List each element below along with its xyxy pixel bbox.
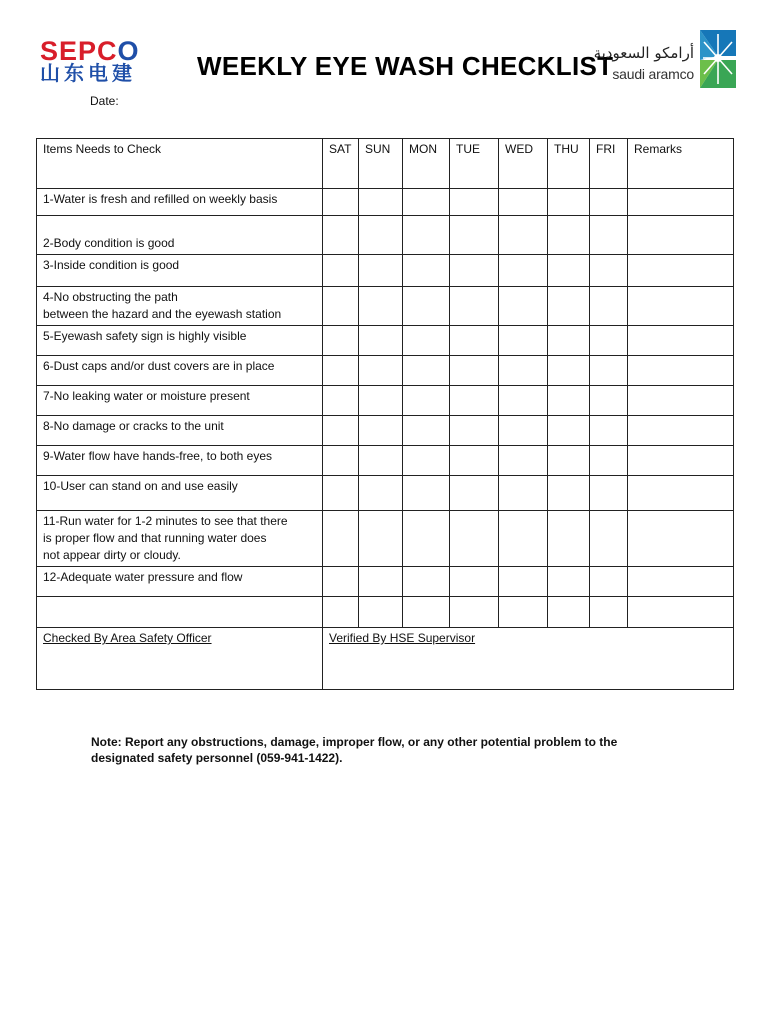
remarks-cell[interactable]	[628, 216, 734, 255]
check-cell[interactable]	[323, 386, 359, 416]
item-text-line: 1-Water is fresh and refilled on weekly basis	[43, 192, 278, 206]
sepco-logo-text: SEPCO	[40, 36, 140, 66]
check-cell[interactable]	[323, 189, 359, 216]
column-header: THU	[548, 139, 590, 189]
check-cell[interactable]	[450, 287, 499, 326]
check-cell[interactable]	[590, 476, 628, 511]
table-row	[37, 255, 734, 287]
check-cell[interactable]	[359, 416, 403, 446]
check-cell[interactable]	[548, 446, 590, 476]
item-cell	[37, 189, 323, 216]
item-cell	[37, 216, 323, 255]
check-cell[interactable]	[499, 476, 548, 511]
table-row	[37, 189, 734, 216]
check-cell[interactable]	[359, 597, 403, 628]
check-cell[interactable]	[403, 386, 450, 416]
check-cell[interactable]	[403, 476, 450, 511]
item-text-line: 6-Dust caps and/or dust covers are in place	[43, 359, 275, 373]
check-cell[interactable]	[403, 446, 450, 476]
check-cell[interactable]	[403, 287, 450, 326]
check-cell[interactable]	[359, 446, 403, 476]
remarks-cell[interactable]	[628, 386, 734, 416]
check-cell[interactable]	[359, 511, 403, 567]
item-cell	[37, 255, 323, 287]
item-text-line: 3-Inside condition is good	[43, 258, 180, 272]
item-cell	[37, 326, 323, 356]
check-cell[interactable]	[359, 567, 403, 597]
check-cell[interactable]	[450, 511, 499, 567]
check-cell[interactable]	[359, 255, 403, 287]
check-cell[interactable]	[548, 255, 590, 287]
check-cell[interactable]	[323, 511, 359, 567]
check-cell[interactable]	[590, 446, 628, 476]
column-header: WED	[499, 139, 548, 189]
aramco-logo-english: saudi aramco	[612, 66, 694, 82]
checked-by-label: Checked By Area Safety Officer	[43, 631, 212, 645]
remarks-cell[interactable]	[628, 255, 734, 287]
check-cell[interactable]	[499, 416, 548, 446]
check-cell[interactable]	[590, 326, 628, 356]
check-cell[interactable]	[548, 189, 590, 216]
column-header: Items Needs to Check	[37, 139, 323, 189]
table-row	[37, 416, 734, 446]
item-text-line: 11-Run water for 1-2 minutes to see that there	[43, 514, 288, 528]
check-cell[interactable]	[450, 476, 499, 511]
check-cell[interactable]	[499, 326, 548, 356]
check-cell[interactable]	[590, 567, 628, 597]
check-cell[interactable]	[450, 326, 499, 356]
check-cell[interactable]	[323, 216, 359, 255]
check-cell[interactable]	[499, 189, 548, 216]
date-label: Date:	[90, 94, 119, 108]
table-header-row	[37, 139, 734, 189]
item-text-line: not appear dirty or cloudy.	[43, 548, 181, 562]
check-cell[interactable]	[548, 386, 590, 416]
check-cell[interactable]	[499, 216, 548, 255]
check-cell[interactable]	[359, 216, 403, 255]
check-cell[interactable]	[403, 356, 450, 386]
check-cell[interactable]	[359, 189, 403, 216]
check-cell[interactable]	[323, 567, 359, 597]
item-text-line: 9-Water flow have hands-free, to both eyes	[43, 449, 273, 463]
check-cell[interactable]	[359, 287, 403, 326]
check-cell[interactable]	[323, 476, 359, 511]
check-cell[interactable]	[403, 326, 450, 356]
column-header: SUN	[359, 139, 403, 189]
item-text-line	[43, 218, 316, 235]
check-cell[interactable]	[590, 255, 628, 287]
check-cell[interactable]	[499, 255, 548, 287]
column-header: FRI	[590, 139, 628, 189]
check-cell[interactable]	[548, 511, 590, 567]
item-cell	[37, 386, 323, 416]
item-text-line: 2-Body condition is good	[43, 236, 175, 250]
table-row	[37, 216, 734, 255]
check-cell[interactable]	[548, 356, 590, 386]
remarks-cell[interactable]	[628, 511, 734, 567]
table-row	[37, 511, 734, 567]
check-cell[interactable]	[403, 511, 450, 567]
signature-row	[37, 628, 734, 690]
page-title: WEEKLY EYE WASH CHECKLIST	[197, 51, 614, 81]
item-text-line: 8-No damage or cracks to the unit	[43, 419, 224, 433]
check-cell[interactable]	[450, 386, 499, 416]
check-cell[interactable]	[450, 356, 499, 386]
check-cell[interactable]	[548, 567, 590, 597]
check-cell[interactable]	[323, 416, 359, 446]
verified-by-cell[interactable]	[323, 628, 734, 690]
table-row	[37, 446, 734, 476]
check-cell[interactable]	[548, 326, 590, 356]
item-cell	[37, 511, 323, 567]
check-cell[interactable]	[499, 446, 548, 476]
table-row	[37, 326, 734, 356]
check-cell[interactable]	[548, 416, 590, 446]
remarks-cell[interactable]	[628, 476, 734, 511]
check-cell[interactable]	[450, 416, 499, 446]
check-cell[interactable]	[403, 597, 450, 628]
item-cell	[37, 597, 323, 628]
check-cell[interactable]	[359, 386, 403, 416]
check-cell[interactable]	[450, 597, 499, 628]
check-cell[interactable]	[590, 356, 628, 386]
check-cell[interactable]	[403, 255, 450, 287]
item-cell	[37, 287, 323, 326]
check-cell[interactable]	[548, 476, 590, 511]
check-cell[interactable]	[323, 356, 359, 386]
remarks-cell[interactable]	[628, 287, 734, 326]
check-cell[interactable]	[548, 216, 590, 255]
check-cell[interactable]	[403, 189, 450, 216]
check-cell[interactable]	[323, 255, 359, 287]
check-cell[interactable]	[499, 287, 548, 326]
aramco-logo	[593, 30, 740, 90]
sepco-logo-chinese: 山东电建	[40, 61, 136, 85]
check-cell[interactable]	[548, 597, 590, 628]
remarks-cell[interactable]	[628, 356, 734, 386]
table-row	[37, 476, 734, 511]
check-cell[interactable]	[450, 255, 499, 287]
check-cell[interactable]	[590, 511, 628, 567]
remarks-cell[interactable]	[628, 567, 734, 597]
check-cell[interactable]	[590, 386, 628, 416]
check-cell[interactable]	[403, 416, 450, 446]
check-cell[interactable]	[323, 287, 359, 326]
column-header: Remarks	[628, 139, 734, 189]
item-cell	[37, 476, 323, 511]
check-cell[interactable]	[590, 416, 628, 446]
table-row	[37, 386, 734, 416]
check-cell[interactable]	[450, 216, 499, 255]
check-cell[interactable]	[499, 597, 548, 628]
check-cell[interactable]	[450, 446, 499, 476]
check-cell[interactable]	[359, 476, 403, 511]
item-cell	[37, 356, 323, 386]
column-header: MON	[403, 139, 450, 189]
check-cell[interactable]	[323, 597, 359, 628]
table-row	[37, 597, 734, 628]
item-text-line: between the hazard and the eyewash station	[43, 307, 282, 321]
remarks-cell[interactable]	[628, 597, 734, 628]
item-text-line: 4-No obstructing the path	[43, 290, 178, 304]
item-text-line: 12-Adequate water pressure and flow	[43, 570, 243, 584]
item-text-line: is proper flow and that running water does	[43, 531, 267, 545]
check-cell[interactable]	[499, 386, 548, 416]
column-header: SAT	[323, 139, 359, 189]
item-cell	[37, 446, 323, 476]
verified-by-label: Verified By HSE Supervisor	[329, 631, 476, 645]
item-cell	[37, 416, 323, 446]
check-cell[interactable]	[323, 326, 359, 356]
remarks-cell[interactable]	[628, 189, 734, 216]
check-cell[interactable]	[450, 567, 499, 597]
check-cell[interactable]	[499, 356, 548, 386]
note-text: Note: Report any obstructions, damage, improper flow, or any other potential problem to the designated safety personnel (059-941-1422).	[91, 735, 618, 765]
check-cell[interactable]	[359, 356, 403, 386]
sepco-logo	[40, 38, 180, 84]
check-cell[interactable]	[450, 189, 499, 216]
item-text-line: 5-Eyewash safety sign is highly visible	[43, 329, 247, 343]
check-cell[interactable]	[590, 189, 628, 216]
check-cell[interactable]	[590, 287, 628, 326]
item-text-line: 10-User can stand on and use easily	[43, 479, 238, 493]
checked-by-cell[interactable]	[37, 628, 323, 690]
aramco-logo-arabic: أرامكو السعودية	[593, 44, 694, 62]
check-cell[interactable]	[590, 216, 628, 255]
aramco-star-icon	[700, 30, 736, 88]
check-cell[interactable]	[590, 597, 628, 628]
item-text-line: 7-No leaking water or moisture present	[43, 389, 250, 403]
remarks-cell[interactable]	[628, 416, 734, 446]
item-text-line	[43, 599, 316, 616]
checklist-table	[36, 138, 734, 690]
item-cell	[37, 567, 323, 597]
check-cell[interactable]	[403, 567, 450, 597]
check-cell[interactable]	[323, 446, 359, 476]
check-cell[interactable]	[548, 287, 590, 326]
table-row	[37, 567, 734, 597]
check-cell[interactable]	[403, 216, 450, 255]
check-cell[interactable]	[499, 511, 548, 567]
table-row	[37, 356, 734, 386]
check-cell[interactable]	[499, 567, 548, 597]
column-header: TUE	[450, 139, 499, 189]
remarks-cell[interactable]	[628, 446, 734, 476]
remarks-cell[interactable]	[628, 326, 734, 356]
check-cell[interactable]	[359, 326, 403, 356]
table-row	[37, 287, 734, 326]
